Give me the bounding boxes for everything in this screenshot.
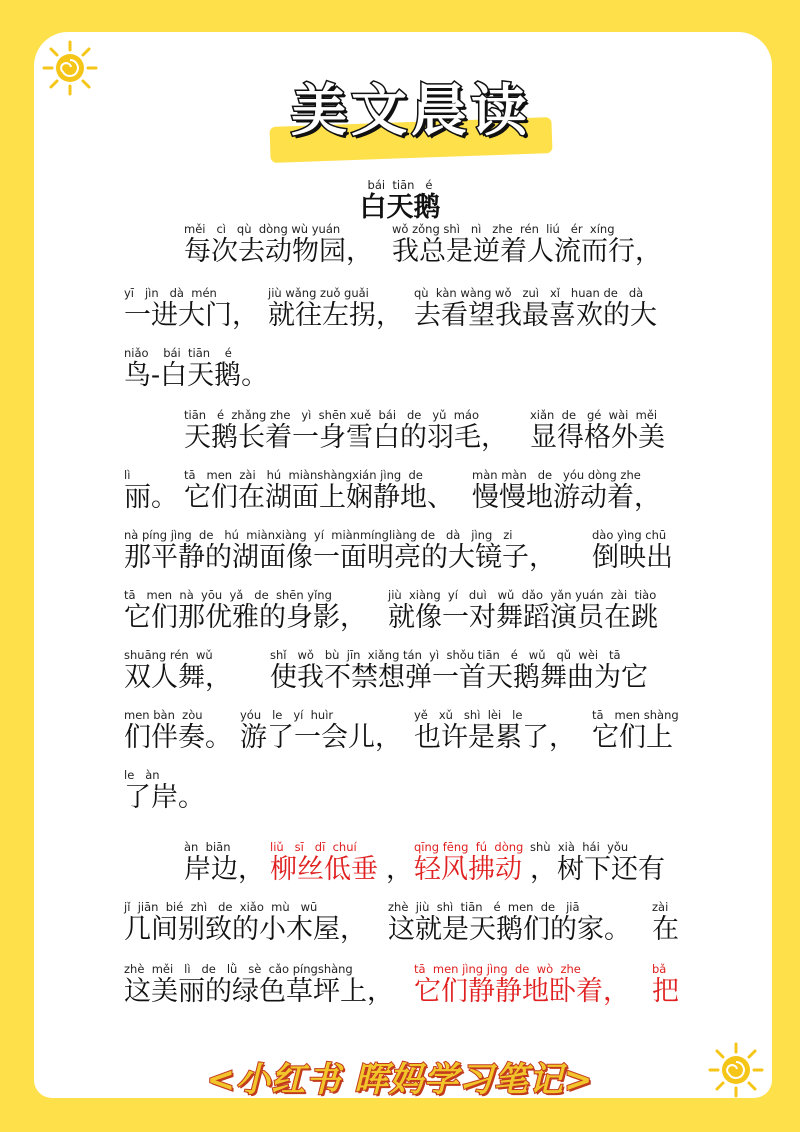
title-block (270, 78, 552, 164)
hanzi-text: 也许是累了， (414, 722, 576, 753)
hanzi-text: 就往左拐， (268, 300, 403, 331)
pinyin: jiù xiàng yí duì wǔ dǎo yǎn yuán zài tiào (388, 588, 657, 602)
hanzi-text: 游了一会儿， (240, 722, 402, 753)
hanzi-text: 去看望我最喜欢的大 (414, 300, 657, 331)
hanzi-text: 丽。 (124, 482, 178, 513)
pinyin: le àn (124, 768, 160, 782)
hanzi-text: 双人舞， (124, 662, 232, 693)
highlighted-text: 把 (652, 976, 679, 1007)
pinyin: tā men zài hú miànshàngxián jìng de (184, 468, 423, 482)
pinyin: yóu le yí huìr (240, 708, 334, 722)
hanzi-text: 那平静的湖面像一面明亮的大镜子， (124, 542, 556, 573)
highlighted-text: 轻风拂动 (414, 854, 522, 885)
hanzi-text: 它们上 (592, 722, 673, 753)
hanzi-text: 每次去动物园， (184, 236, 373, 267)
pinyin: shù xià hái yǒu (530, 840, 629, 854)
pinyin: tiān é zhǎng zhe yì shēn xuě bái de yǔ máo (184, 408, 480, 422)
pinyin: qīng fēng fú dòng (414, 840, 524, 854)
sun-icon (40, 38, 100, 98)
hanzi-text: 慢慢地游动着， (472, 482, 661, 513)
hanzi-text: 一进大门， (124, 300, 259, 331)
pinyin: men bàn zòu (124, 708, 203, 722)
hanzi-text: 们伴奏。 (124, 722, 232, 753)
hanzi-text: 在 (652, 914, 679, 945)
pinyin: xiǎn de gé wài měi (530, 408, 658, 422)
hanzi-text: 鸟-白天鹅。 (124, 360, 269, 391)
pinyin: tā men nà yōu yǎ de shēn yǐng (124, 588, 332, 602)
hanzi-text: 这就是天鹅们的家。 (388, 914, 631, 945)
pinyin: niǎo bái tiān é (124, 346, 232, 360)
pinyin: bǎ (652, 962, 667, 976)
pinyin: àn biān (184, 840, 231, 854)
pinyin: jiù wǎng zuǒ guǎi (268, 286, 369, 300)
poem-title-text: 白天鹅 (359, 192, 441, 223)
pinyin: zài (652, 900, 669, 914)
hanzi-text: ，树下还有 (530, 854, 665, 885)
pinyin: tā men shàng (592, 708, 679, 722)
pinyin: shǐ wǒ bù jīn xiǎng tán yì shǒu tiān é wǔ qǔ wèi tā (270, 648, 621, 662)
pinyin: tā men jìng jìng de wò zhe (414, 962, 581, 976)
poem-title-pinyin: bái tiān é (367, 178, 433, 192)
hanzi-text: 它们那优雅的身影， (124, 602, 367, 633)
poem-title (0, 178, 800, 224)
pinyin: dào yìng chū (592, 528, 667, 542)
highlighted-text: 柳丝低垂 (270, 854, 378, 885)
pinyin: wǒ zǒng shì nì zhe rén liú ér xíng (392, 222, 615, 236)
hanzi-text: 显得格外美 (530, 422, 665, 453)
hanzi-text: 倒映出 (592, 542, 673, 573)
pinyin: liǔ sī dī chuí (270, 840, 357, 854)
highlighted-text: 它们静静地卧着， (414, 976, 630, 1007)
hanzi-text: 了岸。 (124, 782, 205, 813)
hanzi-text: 使我不禁想弹一首天鹅舞曲为它 (270, 662, 648, 693)
pinyin: zhè jiù shì tiān é men de jiā (388, 900, 580, 914)
pinyin: lì (124, 468, 131, 482)
pinyin: yě xǔ shì lèi le (414, 708, 523, 722)
pinyin: qù kàn wàng wǒ zuì xǐ huan de dà (414, 286, 644, 300)
pinyin: shuāng rén wǔ (124, 648, 213, 662)
pinyin: zhè měi lì de lǜ sè cǎo píngshàng (124, 962, 353, 976)
hanzi-text: 这美丽的绿色草坪上， (124, 976, 394, 1007)
hanzi-text: 就像一对舞蹈演员在跳 (388, 602, 658, 633)
pinyin: nà píng jìng de hú miànxiàng yí miànmíngliàng de dà jìng zi (124, 528, 513, 542)
pinyin: yī jìn dà mén (124, 286, 217, 300)
hanzi-text: 我总是逆着人流而行， (392, 236, 662, 267)
hanzi-text: 几间别致的小木屋， (124, 914, 367, 945)
hanzi-text: 它们在湖面上娴静地、 (184, 482, 454, 513)
hanzi-text: 岸边， (184, 854, 265, 885)
page-title: 美文晨读 (291, 79, 531, 144)
pinyin: jǐ jiān bié zhì de xiǎo mù wū (124, 900, 318, 914)
hanzi-text: 天鹅长着一身雪白的羽毛， (184, 422, 508, 453)
pinyin: màn màn de yóu dòng zhe (472, 468, 641, 482)
footer-watermark: <小红书 晖妈学习笔记> (206, 1060, 594, 1100)
pinyin: měi cì qù dòng wù yuán (184, 222, 341, 236)
hanzi-text: ， (386, 854, 413, 885)
